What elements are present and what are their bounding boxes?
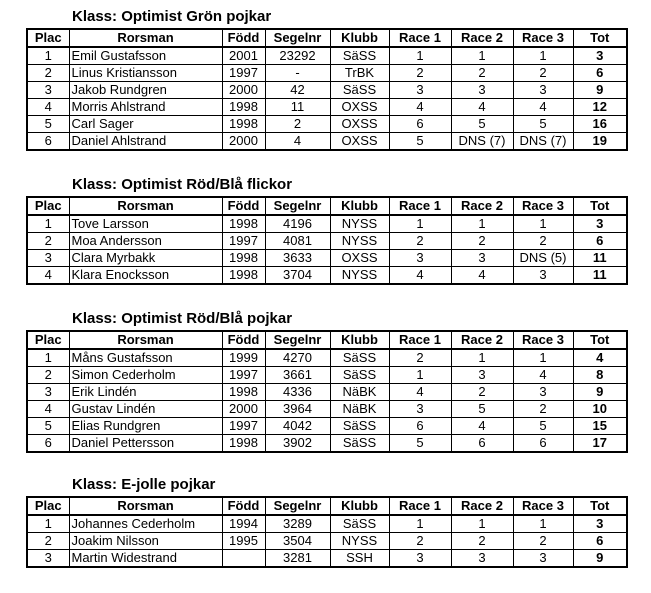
- klubb-cell: OXSS: [330, 250, 389, 267]
- column-header-race-1: Race 1: [389, 331, 451, 349]
- klubb-cell: NYSS: [330, 533, 389, 550]
- rorsman-cell: Daniel Pettersson: [69, 435, 222, 453]
- race-1-cell: 2: [389, 533, 451, 550]
- race-1-cell: 6: [389, 116, 451, 133]
- plac-cell: 3: [27, 82, 69, 99]
- plac-cell: 1: [27, 215, 69, 233]
- table-row: [27, 550, 627, 568]
- race-2-cell: 2: [451, 384, 513, 401]
- fodd-cell: 2000: [222, 401, 265, 418]
- segelnr-cell: 3964: [265, 401, 330, 418]
- plac-cell: 1: [27, 515, 69, 533]
- plac-cell: 3: [27, 250, 69, 267]
- rorsman-cell: Erik Lindén: [69, 384, 222, 401]
- race-1-cell: 3: [389, 250, 451, 267]
- column-header-fodd: Född: [222, 197, 265, 215]
- plac-cell: 3: [27, 384, 69, 401]
- plac-cell: 2: [27, 65, 69, 82]
- column-header-klubb: Klubb: [330, 197, 389, 215]
- fodd-cell: 1997: [222, 367, 265, 384]
- plac-cell: 6: [27, 133, 69, 151]
- plac-cell: 2: [27, 367, 69, 384]
- column-header-segelnr: Segelnr: [265, 197, 330, 215]
- tot-cell: 6: [573, 233, 627, 250]
- column-header-fodd: Född: [222, 29, 265, 47]
- tot-cell: 9: [573, 384, 627, 401]
- race-2-cell: 1: [451, 515, 513, 533]
- fodd-cell: 1998: [222, 384, 265, 401]
- column-header-segelnr: Segelnr: [265, 331, 330, 349]
- segelnr-cell: 4336: [265, 384, 330, 401]
- column-header-klubb: Klubb: [330, 331, 389, 349]
- column-header-segelnr: Segelnr: [265, 29, 330, 47]
- table-row: [27, 215, 627, 233]
- column-header-plac: Plac: [27, 497, 69, 515]
- column-header-klubb: Klubb: [330, 497, 389, 515]
- segelnr-cell: 4270: [265, 349, 330, 367]
- rorsman-cell: Carl Sager: [69, 116, 222, 133]
- column-header-tot: Tot: [573, 29, 627, 47]
- klubb-cell: SäSS: [330, 367, 389, 384]
- rorsman-cell: Johannes Cederholm: [69, 515, 222, 533]
- klubb-cell: OXSS: [330, 133, 389, 151]
- column-header-race-1: Race 1: [389, 497, 451, 515]
- klubb-cell: NäBK: [330, 401, 389, 418]
- plac-cell: 4: [27, 99, 69, 116]
- section-title: Klass: E-jolle pojkar: [72, 476, 216, 493]
- rorsman-cell: Måns Gustafsson: [69, 349, 222, 367]
- rorsman-cell: Morris Ahlstrand: [69, 99, 222, 116]
- tot-cell: 11: [573, 250, 627, 267]
- klubb-cell: SäSS: [330, 418, 389, 435]
- race-1-cell: 1: [389, 215, 451, 233]
- column-header-tot: Tot: [573, 331, 627, 349]
- tot-cell: 3: [573, 515, 627, 533]
- race-2-cell: 1: [451, 215, 513, 233]
- race-3-cell: 3: [513, 384, 573, 401]
- race-3-cell: 4: [513, 99, 573, 116]
- race-2-cell: 3: [451, 82, 513, 99]
- table-row: [27, 65, 627, 82]
- plac-cell: 5: [27, 116, 69, 133]
- fodd-cell: 1999: [222, 349, 265, 367]
- column-header-fodd: Född: [222, 497, 265, 515]
- column-header-race-2: Race 2: [451, 497, 513, 515]
- results-table: [26, 28, 628, 151]
- segelnr-cell: 4081: [265, 233, 330, 250]
- table-row: [27, 384, 627, 401]
- segelnr-cell: 3902: [265, 435, 330, 453]
- table-row: [27, 267, 627, 285]
- column-header-race-3: Race 3: [513, 29, 573, 47]
- rorsman-cell: Simon Cederholm: [69, 367, 222, 384]
- fodd-cell: 2001: [222, 47, 265, 65]
- table-row: [27, 515, 627, 533]
- header-row: [27, 29, 627, 47]
- column-header-race-1: Race 1: [389, 197, 451, 215]
- race-2-cell: 3: [451, 550, 513, 568]
- column-header-klubb: Klubb: [330, 29, 389, 47]
- race-3-cell: 2: [513, 401, 573, 418]
- segelnr-cell: 3633: [265, 250, 330, 267]
- plac-cell: 2: [27, 233, 69, 250]
- rorsman-cell: Martin Widestrand: [69, 550, 222, 568]
- fodd-cell: 2000: [222, 133, 265, 151]
- table-row: [27, 435, 627, 453]
- segelnr-cell: 4042: [265, 418, 330, 435]
- segelnr-cell: 4196: [265, 215, 330, 233]
- race-3-cell: 6: [513, 435, 573, 453]
- klubb-cell: SäSS: [330, 515, 389, 533]
- klubb-cell: NäBK: [330, 384, 389, 401]
- column-header-plac: Plac: [27, 331, 69, 349]
- race-3-cell: 3: [513, 82, 573, 99]
- race-1-cell: 1: [389, 367, 451, 384]
- column-header-segelnr: Segelnr: [265, 497, 330, 515]
- results-table: [26, 196, 628, 285]
- rorsman-cell: Linus Kristiansson: [69, 65, 222, 82]
- table-row: [27, 133, 627, 151]
- tot-cell: 11: [573, 267, 627, 285]
- fodd-cell: 1997: [222, 418, 265, 435]
- race-1-cell: 3: [389, 401, 451, 418]
- race-1-cell: 3: [389, 550, 451, 568]
- column-header-tot: Tot: [573, 497, 627, 515]
- rorsman-cell: Emil Gustafsson: [69, 47, 222, 65]
- column-header-tot: Tot: [573, 197, 627, 215]
- column-header-race-2: Race 2: [451, 197, 513, 215]
- table-row: [27, 99, 627, 116]
- segelnr-cell: 3704: [265, 267, 330, 285]
- fodd-cell: 1994: [222, 515, 265, 533]
- plac-cell: 3: [27, 550, 69, 568]
- race-3-cell: 3: [513, 267, 573, 285]
- table-row: [27, 47, 627, 65]
- segelnr-cell: 3661: [265, 367, 330, 384]
- race-1-cell: 6: [389, 418, 451, 435]
- fodd-cell: 1998: [222, 435, 265, 453]
- column-header-race-1: Race 1: [389, 29, 451, 47]
- race-1-cell: 2: [389, 349, 451, 367]
- section-title: Klass: Optimist Grön pojkar: [72, 8, 272, 25]
- race-2-cell: 1: [451, 47, 513, 65]
- segelnr-cell: 3281: [265, 550, 330, 568]
- race-3-cell: 3: [513, 550, 573, 568]
- rorsman-cell: Elias Rundgren: [69, 418, 222, 435]
- klubb-cell: SäSS: [330, 435, 389, 453]
- race-2-cell: 6: [451, 435, 513, 453]
- race-1-cell: 3: [389, 82, 451, 99]
- race-1-cell: 1: [389, 515, 451, 533]
- segelnr-cell: 23292: [265, 47, 330, 65]
- segelnr-cell: 11: [265, 99, 330, 116]
- table-row: [27, 116, 627, 133]
- fodd-cell: 1995: [222, 533, 265, 550]
- tot-cell: 3: [573, 215, 627, 233]
- race-1-cell: 4: [389, 99, 451, 116]
- race-3-cell: 2: [513, 233, 573, 250]
- fodd-cell: 1998: [222, 267, 265, 285]
- tot-cell: 19: [573, 133, 627, 151]
- race-3-cell: 1: [513, 47, 573, 65]
- race-1-cell: 1: [389, 47, 451, 65]
- column-header-rorsman: Rorsman: [69, 197, 222, 215]
- tot-cell: 16: [573, 116, 627, 133]
- rorsman-cell: Jakob Rundgren: [69, 82, 222, 99]
- plac-cell: 4: [27, 267, 69, 285]
- klubb-cell: TrBK: [330, 65, 389, 82]
- race-1-cell: 4: [389, 384, 451, 401]
- tot-cell: 6: [573, 65, 627, 82]
- segelnr-cell: -: [265, 65, 330, 82]
- race-2-cell: 2: [451, 233, 513, 250]
- rorsman-cell: Clara Myrbakk: [69, 250, 222, 267]
- race-3-cell: 1: [513, 515, 573, 533]
- klubb-cell: OXSS: [330, 99, 389, 116]
- klubb-cell: SSH: [330, 550, 389, 568]
- column-header-race-3: Race 3: [513, 497, 573, 515]
- table-row: [27, 401, 627, 418]
- table-row: [27, 349, 627, 367]
- race-2-cell: DNS (7): [451, 133, 513, 151]
- race-2-cell: 2: [451, 533, 513, 550]
- section-title: Klass: Optimist Röd/Blå pojkar: [72, 310, 293, 327]
- race-2-cell: 5: [451, 401, 513, 418]
- plac-cell: 4: [27, 401, 69, 418]
- race-3-cell: 5: [513, 116, 573, 133]
- race-3-cell: 1: [513, 349, 573, 367]
- race-2-cell: 4: [451, 418, 513, 435]
- results-table: [26, 496, 628, 568]
- klubb-cell: NYSS: [330, 215, 389, 233]
- rorsman-cell: Daniel Ahlstrand: [69, 133, 222, 151]
- rorsman-cell: Gustav Lindén: [69, 401, 222, 418]
- race-1-cell: 2: [389, 233, 451, 250]
- table-row: [27, 233, 627, 250]
- race-1-cell: 4: [389, 267, 451, 285]
- rorsman-cell: Joakim Nilsson: [69, 533, 222, 550]
- tot-cell: 6: [573, 533, 627, 550]
- rorsman-cell: Klara Enocksson: [69, 267, 222, 285]
- header-row: [27, 331, 627, 349]
- segelnr-cell: 4: [265, 133, 330, 151]
- tot-cell: 10: [573, 401, 627, 418]
- race-2-cell: 5: [451, 116, 513, 133]
- race-2-cell: 4: [451, 267, 513, 285]
- section-title: Klass: Optimist Röd/Blå flickor: [72, 176, 293, 193]
- plac-cell: 5: [27, 418, 69, 435]
- klubb-cell: NYSS: [330, 267, 389, 285]
- klubb-cell: NYSS: [330, 233, 389, 250]
- tot-cell: 12: [573, 99, 627, 116]
- table-row: [27, 250, 627, 267]
- race-2-cell: 3: [451, 250, 513, 267]
- race-1-cell: 5: [389, 435, 451, 453]
- column-header-rorsman: Rorsman: [69, 331, 222, 349]
- tot-cell: 17: [573, 435, 627, 453]
- race-2-cell: 1: [451, 349, 513, 367]
- klubb-cell: SäSS: [330, 47, 389, 65]
- race-2-cell: 4: [451, 99, 513, 116]
- fodd-cell: 1997: [222, 233, 265, 250]
- table-row: [27, 367, 627, 384]
- fodd-cell: 1998: [222, 215, 265, 233]
- plac-cell: 6: [27, 435, 69, 453]
- column-header-race-3: Race 3: [513, 331, 573, 349]
- tot-cell: 8: [573, 367, 627, 384]
- column-header-race-2: Race 2: [451, 29, 513, 47]
- table-row: [27, 533, 627, 550]
- segelnr-cell: 3504: [265, 533, 330, 550]
- header-row: [27, 197, 627, 215]
- plac-cell: 1: [27, 47, 69, 65]
- header-row: [27, 497, 627, 515]
- race-3-cell: 4: [513, 367, 573, 384]
- race-3-cell: DNS (5): [513, 250, 573, 267]
- results-table: [26, 330, 628, 453]
- fodd-cell: 1998: [222, 99, 265, 116]
- tot-cell: 9: [573, 82, 627, 99]
- column-header-rorsman: Rorsman: [69, 497, 222, 515]
- plac-cell: 1: [27, 349, 69, 367]
- column-header-race-2: Race 2: [451, 331, 513, 349]
- race-1-cell: 5: [389, 133, 451, 151]
- tot-cell: 4: [573, 349, 627, 367]
- fodd-cell: 1997: [222, 65, 265, 82]
- rorsman-cell: Moa Andersson: [69, 233, 222, 250]
- tot-cell: 9: [573, 550, 627, 568]
- tot-cell: 3: [573, 47, 627, 65]
- fodd-cell: 2000: [222, 82, 265, 99]
- race-3-cell: 1: [513, 215, 573, 233]
- race-3-cell: 5: [513, 418, 573, 435]
- column-header-fodd: Född: [222, 331, 265, 349]
- column-header-plac: Plac: [27, 29, 69, 47]
- fodd-cell: 1998: [222, 250, 265, 267]
- klubb-cell: SäSS: [330, 82, 389, 99]
- column-header-rorsman: Rorsman: [69, 29, 222, 47]
- table-row: [27, 82, 627, 99]
- column-header-race-3: Race 3: [513, 197, 573, 215]
- race-2-cell: 3: [451, 367, 513, 384]
- fodd-cell: [222, 550, 265, 568]
- segelnr-cell: 2: [265, 116, 330, 133]
- klubb-cell: OXSS: [330, 116, 389, 133]
- race-3-cell: 2: [513, 65, 573, 82]
- race-1-cell: 2: [389, 65, 451, 82]
- segelnr-cell: 3289: [265, 515, 330, 533]
- fodd-cell: 1998: [222, 116, 265, 133]
- plac-cell: 2: [27, 533, 69, 550]
- column-header-plac: Plac: [27, 197, 69, 215]
- race-3-cell: 2: [513, 533, 573, 550]
- segelnr-cell: 42: [265, 82, 330, 99]
- race-2-cell: 2: [451, 65, 513, 82]
- tot-cell: 15: [573, 418, 627, 435]
- table-row: [27, 418, 627, 435]
- rorsman-cell: Tove Larsson: [69, 215, 222, 233]
- race-3-cell: DNS (7): [513, 133, 573, 151]
- klubb-cell: SäSS: [330, 349, 389, 367]
